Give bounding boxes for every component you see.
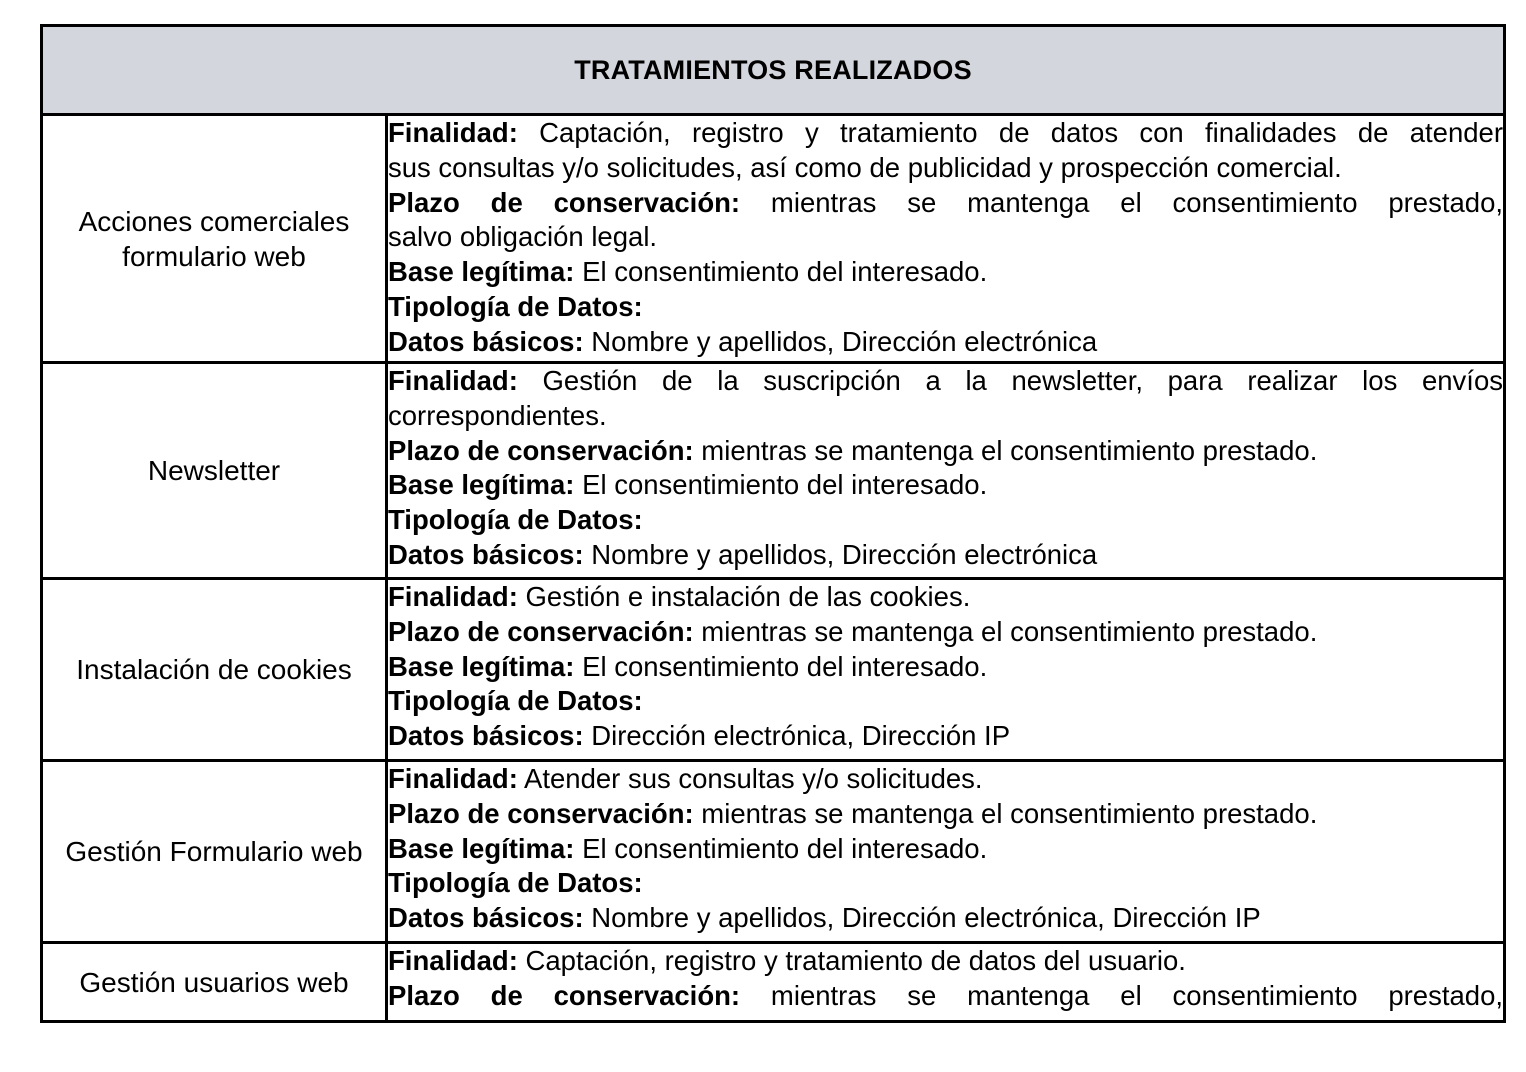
base-line xyxy=(388,650,1503,685)
datos-text: Nombre y apellidos, Dirección electrónica xyxy=(583,325,1098,357)
finalidad-label: Finalidad: xyxy=(388,365,518,396)
table-header-row xyxy=(42,26,1505,115)
treatment-name: Gestión usuarios web xyxy=(42,943,387,1022)
finalidad-label: Finalidad: xyxy=(388,945,518,976)
plazo-line xyxy=(388,615,1503,650)
tipologia-label: Tipología de Datos: xyxy=(388,504,643,536)
datos-text: Nombre y apellidos, Dirección electrónica xyxy=(583,538,1098,570)
plazo-label: Plazo de conservación: xyxy=(388,186,741,218)
plazo-label: Plazo de conservación: xyxy=(388,615,694,647)
table-row xyxy=(42,761,1505,943)
base-line xyxy=(388,832,1503,867)
base-text: El consentimiento del interesado. xyxy=(574,650,988,682)
datos-label: Datos básicos: xyxy=(388,325,584,357)
plazo-text: mientras se mantenga el consentimiento prestado. xyxy=(693,797,1318,829)
datos-line xyxy=(388,325,1503,360)
table-row xyxy=(42,579,1505,761)
plazo-line xyxy=(388,979,1503,1014)
tipologia-label: Tipología de Datos: xyxy=(388,685,643,717)
finalidad-text: Captación, registro y tratamiento de datos con finalidades de atender xyxy=(517,117,1503,148)
datos-line xyxy=(388,538,1503,573)
datos-label: Datos básicos: xyxy=(388,902,584,934)
datos-line xyxy=(388,719,1503,754)
base-text: El consentimiento del interesado. xyxy=(574,256,988,288)
base-label: Base legítima: xyxy=(388,469,575,501)
finalidad-text: Atender sus consultas y/o solicitudes. xyxy=(517,763,983,794)
datos-text: Nombre y apellidos, Dirección electrónica, Dirección IP xyxy=(583,902,1261,934)
datos-text: Dirección electrónica, Dirección IP xyxy=(583,720,1011,752)
finalidad-label: Finalidad: xyxy=(388,117,518,148)
finalidad-line xyxy=(388,580,1503,615)
treatment-details xyxy=(387,761,1505,943)
base-text: El consentimiento del interesado. xyxy=(574,469,988,501)
finalidad-text: Captación, registro y tratamiento de datos del usuario. xyxy=(517,945,1186,976)
table-title: TRATAMIENTOS REALIZADOS xyxy=(42,26,1505,115)
base-label: Base legítima: xyxy=(388,832,575,864)
plazo-text: mientras se mantenga el consentimiento prestado. xyxy=(693,615,1318,647)
treatment-name: Instalación de cookies xyxy=(42,579,387,761)
plazo-text: mientras se mantenga el consentimiento prestado. xyxy=(693,434,1318,466)
treatment-name: Acciones comerciales formulario web xyxy=(42,115,387,363)
plazo-label: Plazo de conservación: xyxy=(388,434,694,466)
datos-line xyxy=(388,901,1503,936)
tipologia-label: Tipología de Datos: xyxy=(388,290,643,322)
finalidad-line xyxy=(388,116,1503,151)
finalidad-line-continued: correspondientes. xyxy=(388,399,607,431)
base-line xyxy=(388,255,1503,290)
finalidad-text: Gestión e instalación de las cookies. xyxy=(517,581,971,612)
finalidad-label: Finalidad: xyxy=(388,763,518,794)
table-row xyxy=(42,943,1505,1022)
base-text: El consentimiento del interesado. xyxy=(574,832,988,864)
finalidad-line xyxy=(388,762,1503,797)
finalidad-label: Finalidad: xyxy=(388,581,518,612)
table-row xyxy=(42,363,1505,579)
treatment-name: Gestión Formulario web xyxy=(42,761,387,943)
plazo-label: Plazo de conservación: xyxy=(388,979,741,1011)
finalidad-text: Gestión de la suscripción a la newsletter, para realizar los envíos xyxy=(517,365,1503,396)
plazo-text: mientras se mantenga el consentimiento prestado, xyxy=(740,186,1503,218)
cut-off-content xyxy=(388,944,1503,1020)
finalidad-line xyxy=(388,944,1503,979)
plazo-line xyxy=(388,186,1503,221)
finalidad-line xyxy=(388,364,1503,399)
treatment-details xyxy=(387,579,1505,761)
base-label: Base legítima: xyxy=(388,650,575,682)
treatment-details xyxy=(387,115,1505,363)
tipologia-label: Tipología de Datos: xyxy=(388,867,643,899)
treatment-name: Newsletter xyxy=(42,363,387,579)
plazo-line-continued: salvo obligación legal. xyxy=(388,221,658,253)
plazo-line xyxy=(388,797,1503,832)
datos-label: Datos básicos: xyxy=(388,720,584,752)
plazo-label: Plazo de conservación: xyxy=(388,797,694,829)
plazo-text: mientras se mantenga el consentimiento prestado, xyxy=(740,979,1503,1011)
plazo-line xyxy=(388,434,1503,469)
finalidad-line-continued: sus consultas y/o solicitudes, así como de publicidad y prospección comercial. xyxy=(388,151,1342,183)
base-label: Base legítima: xyxy=(388,256,575,288)
treatments-table xyxy=(40,24,1506,1023)
table-row xyxy=(42,115,1505,363)
treatment-details xyxy=(387,943,1505,1022)
datos-label: Datos básicos: xyxy=(388,538,584,570)
base-line xyxy=(388,468,1503,503)
treatment-details xyxy=(387,363,1505,579)
